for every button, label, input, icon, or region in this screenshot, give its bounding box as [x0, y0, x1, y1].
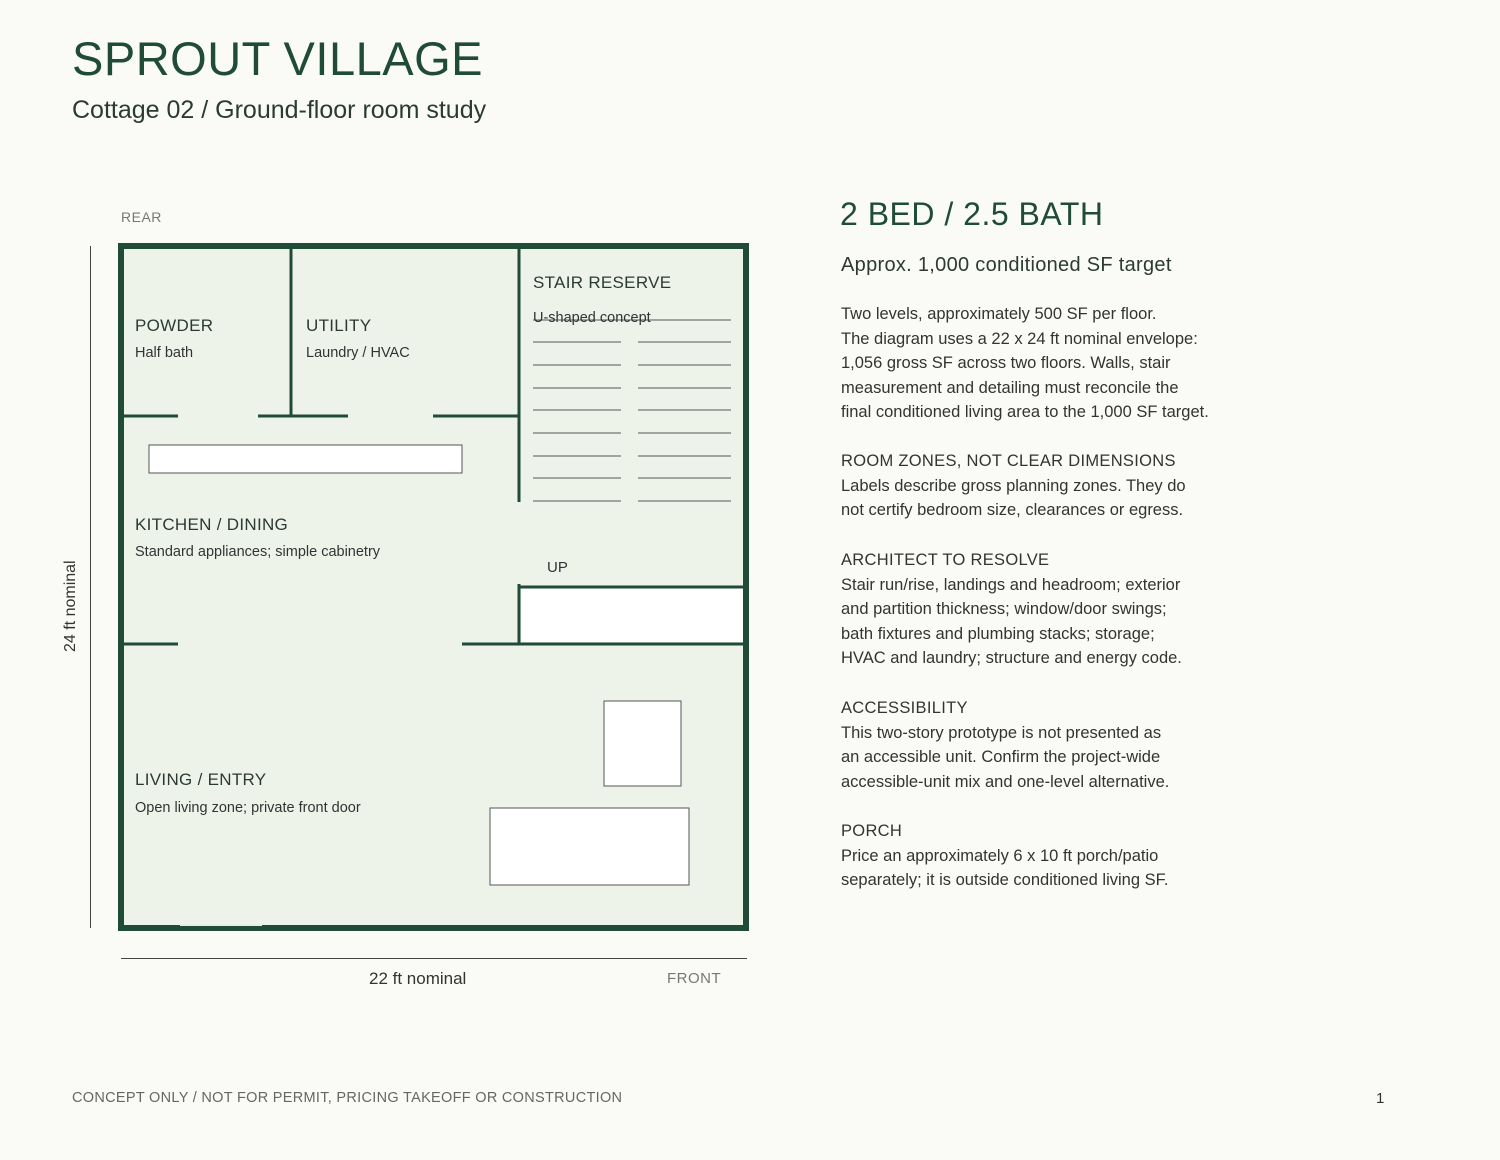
section-accessibility	[841, 696, 1261, 794]
room-sub-kitchen: Standard appliances; simple cabinetry	[135, 544, 381, 560]
living-sofa	[490, 808, 689, 885]
section-line: HVAC and laundry; structure and energy code.	[841, 649, 1182, 668]
sf-target: Approx. 1,000 conditioned SF target	[841, 254, 1172, 276]
page-subtitle: Cottage 02 / Ground-floor room study	[72, 96, 487, 124]
depth-dimension-label: 24 ft nominal	[62, 560, 79, 652]
page-title: SPROUT VILLAGE	[72, 32, 483, 85]
room-sub-utility: Laundry / HVAC	[306, 345, 410, 361]
section-line: an accessible unit. Confirm the project-wide	[841, 748, 1161, 767]
room-name-utility: UTILITY	[306, 316, 372, 335]
room-name-stair: STAIR RESERVE	[533, 273, 672, 292]
hall-void	[521, 588, 743, 642]
room-name-powder: POWDER	[135, 316, 214, 335]
intro-line: 1,056 gross SF across two floors. Walls, stair	[841, 354, 1171, 373]
width-dimension-label: 22 ft nominal	[369, 969, 467, 988]
section-line: not certify bedroom size, clearances or egress.	[841, 501, 1184, 520]
section-line: Price an approximately 6 x 10 ft porch/patio	[841, 846, 1159, 865]
section-heading: ROOM ZONES, NOT CLEAR DIMENSIONS	[841, 452, 1176, 470]
page-number: 1	[1376, 1090, 1385, 1107]
room-name-kitchen: KITCHEN / DINING	[135, 515, 289, 534]
section-room-zones	[841, 449, 1261, 523]
section-line: bath fixtures and plumbing stacks; storage;	[841, 624, 1155, 643]
intro-line: Two levels, approximately 500 SF per floor.	[841, 305, 1157, 323]
intro-line: measurement and detailing must reconcile the	[841, 378, 1179, 397]
section-line: Stair run/rise, landings and headroom; exterior	[841, 575, 1181, 594]
section-line: separately; it is outside conditioned living SF.	[841, 871, 1169, 890]
section-heading: ARCHITECT TO RESOLVE	[841, 551, 1050, 569]
footer-disclaimer: CONCEPT ONLY / NOT FOR PERMIT, PRICING TAKEOFF OR CONSTRUCTION	[72, 1090, 623, 1106]
section-line: accessible-unit mix and one-level alternative.	[841, 772, 1170, 791]
room-sub-powder: Half bath	[135, 345, 194, 361]
section-line: This two-story prototype is not presented as	[841, 723, 1162, 742]
section-heading: ACCESSIBILITY	[841, 699, 968, 717]
section-line: Labels describe gross planning zones. They do	[841, 476, 1186, 495]
stair-up-label: UP	[547, 559, 568, 576]
room-sub-stair: U-shaped concept	[533, 310, 651, 326]
front-label: FRONT	[667, 970, 722, 987]
section-heading: PORCH	[841, 822, 903, 840]
room-name-living: LIVING / ENTRY	[135, 770, 267, 789]
living-chair	[604, 701, 681, 786]
kitchen-counter	[149, 445, 462, 473]
section-porch	[841, 819, 1261, 893]
rear-label: REAR	[121, 209, 162, 225]
intro-line: The diagram uses a 22 x 24 ft nominal envelope:	[841, 329, 1198, 348]
section-architect	[841, 548, 1261, 671]
intro-line: final conditioned living area to the 1,000 SF target.	[841, 403, 1209, 422]
intro-notes	[841, 302, 1261, 425]
bed-bath-heading: 2 BED / 2.5 BATH	[840, 196, 1104, 232]
room-sub-living: Open living zone; private front door	[135, 800, 361, 816]
section-line: and partition thickness; window/door swings;	[841, 600, 1167, 619]
